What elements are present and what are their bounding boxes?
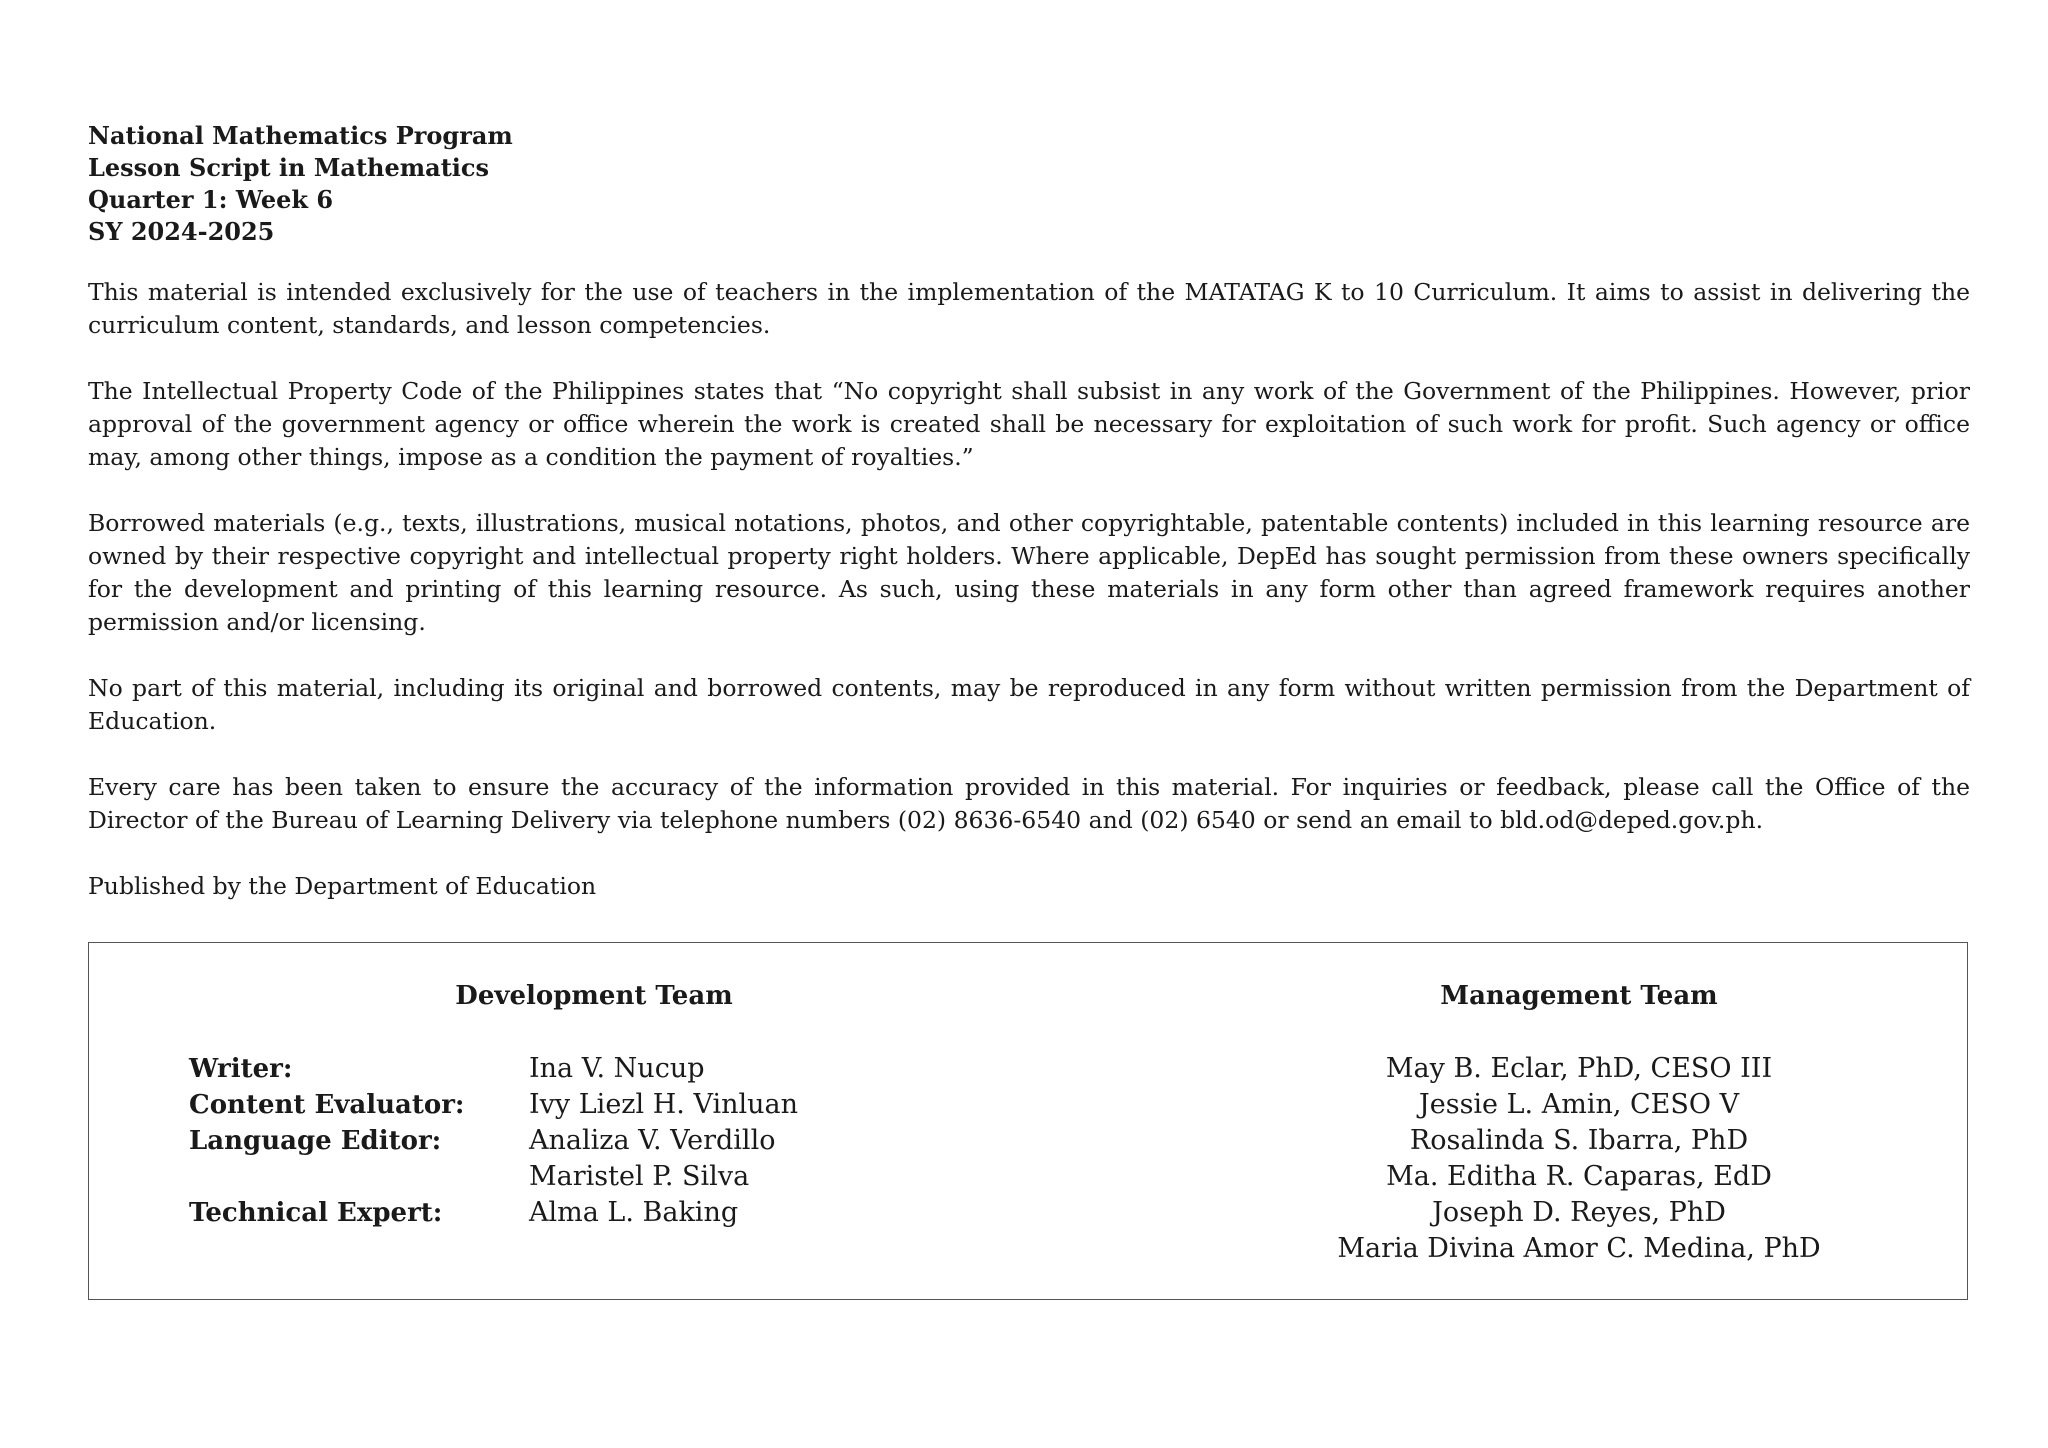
management-member: May B. Eclar, PhD, CESO III (1385, 1053, 1773, 1084)
member-name: Alma L. Baking (529, 1197, 739, 1228)
credit-row (189, 1159, 798, 1195)
reproduction-paragraph: No part of this material, including its original and borrowed contents, may be reproduced in any form without written permission from the Department of Education. (88, 674, 1970, 735)
contact-paragraph: Every care has been taken to ensure the accuracy of the information provided in this material. For inquiries or feedback, please call the Office of the Director of the Bureau of Learning Delivery via telephone numbers (02) 8636-6540 and (02) 6540 or send an email to bld.od@deped.gov.ph. (88, 773, 1970, 834)
management-team-title: Management Team (1440, 981, 1718, 1011)
role-label: Content Evaluator: (189, 1090, 465, 1120)
publisher-line: Published by the Department of Education (88, 872, 597, 900)
quarter-week: Quarter 1: Week 6 (88, 185, 334, 214)
credit-row (189, 1051, 798, 1087)
credit-row (189, 1123, 798, 1159)
management-member: Ma. Editha R. Caparas, EdD (1386, 1161, 1772, 1192)
management-member: Rosalinda S. Ibarra, PhD (1409, 1125, 1749, 1156)
development-team-title: Development Team (455, 981, 733, 1011)
school-year: SY 2024-2025 (88, 217, 275, 246)
member-name: Maristel P. Silva (529, 1161, 750, 1192)
management-member: Joseph D. Reyes, PhD (1432, 1197, 1726, 1228)
document-page (88, 120, 1970, 903)
program-title: National Mathematics Program (88, 121, 513, 150)
document-header (88, 120, 1970, 248)
management-member: Maria Divina Amor C. Medina, PhD (1337, 1233, 1821, 1264)
development-team-list (189, 1051, 798, 1231)
intended-use-paragraph: This material is intended exclusively for the use of teachers in the implementation of the MATATAG K to 10 Curriculum. It aims to assist in delivering the curriculum content, standards, and lesson competencies. (88, 278, 1970, 339)
member-name: Ina V. Nucup (529, 1053, 705, 1084)
credit-row (189, 1087, 798, 1123)
credit-row (189, 1195, 798, 1231)
role-label: Writer: (189, 1054, 293, 1084)
management-team-list (1099, 1051, 2048, 1267)
role-label: Technical Expert: (189, 1198, 443, 1228)
management-member: Jessie L. Amin, CESO V (1418, 1089, 1740, 1120)
ip-code-paragraph: The Intellectual Property Code of the Philippines states that “No copyright shall subsist in any work of the Government of the Philippines. However, prior approval of the government agency or office wherein the work is created shall be necessary for exploitation of such work for profit. Such agency or office may, among other things, impose as a condition the payment of royalties.” (88, 377, 1970, 471)
credits-box (88, 942, 1968, 1300)
role-label: Language Editor: (189, 1126, 442, 1156)
member-name: Analiza V. Verdillo (529, 1125, 776, 1156)
role-label (189, 1159, 529, 1195)
lesson-script-title: Lesson Script in Mathematics (88, 153, 490, 182)
borrowed-materials-paragraph: Borrowed materials (e.g., texts, illustrations, musical notations, photos, and other copyrightable, patentable contents) included in this learning resource are owned by their respective copyright and intellectual property right holders. Where applicable, DepEd has sought permission from these owners specifically for the development and printing of this learning resource. As such, using these materials in any form other than agreed framework requires another permission and/or licensing. (88, 509, 1970, 636)
member-name: Ivy Liezl H. Vinluan (529, 1089, 799, 1120)
